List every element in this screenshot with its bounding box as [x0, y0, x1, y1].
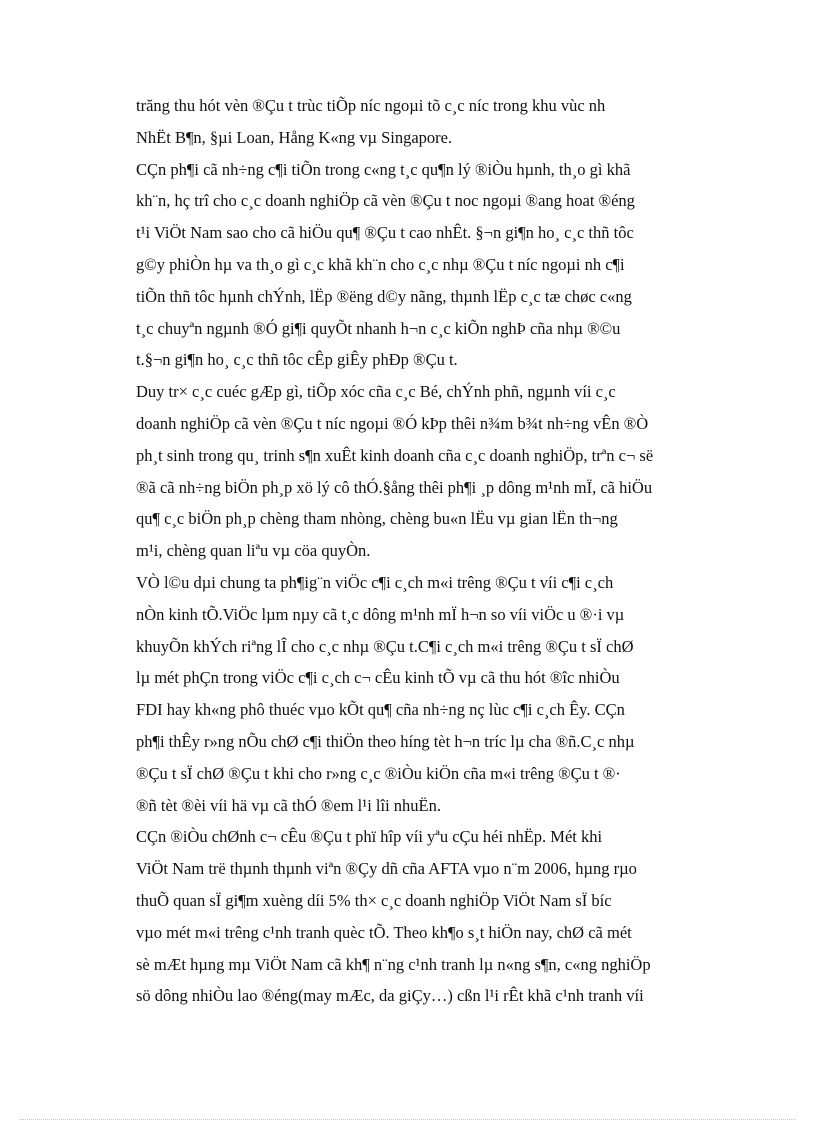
text-line: VÒ l©u dµi chung ta ph¶ig¨n viÖc c¶i c¸ch m«i trêng ®Çu t víi c¶i c¸ch [136, 573, 614, 592]
text-line: nÒn kinh tÕ.ViÖc lµm nµy cã t¸c dông m¹nh mÏ h¬n so víi viÖc u ®·i vµ [136, 604, 625, 624]
text-line: CÇn ®iÒu chØnh c¬ cÊu ®Çu t phï hîp víi yªu cÇu héi nhËp. Mét khi [136, 827, 603, 847]
text-line: ph¶i thÊy r»ng nÕu chØ c¶i thiÖn theo híng tèt h¬n tríc lµ cha ®ñ.C¸c nhµ [136, 732, 635, 751]
text-line: vµo mét m«i trêng c¹nh tranh quèc tÕ. Theo kh¶o s¸t hiÖn nay, chØ cã mét [136, 922, 632, 942]
page-bottom-rule [20, 1119, 796, 1120]
text-line: qu¶ c¸c biÖn ph¸p chèng tham nhòng, chèng bu«n lËu vµ gian lËn th¬ng [136, 509, 618, 529]
text-line: ®Çu t sÏ chØ ®Çu t khi cho r»ng c¸c ®iÒu kiÖn cña m«i trêng ®Çu t ®· [136, 763, 621, 783]
text-line: kh¨n, hç trî cho c¸c doanh nghiÖp cã vèn ®Çu t noc ngoµi ®ang hoat ®éng [136, 191, 635, 211]
text-line: t¹i ViÖt Nam sao cho cã hiÖu qu¶ ®Çu t cao nhÊt. §¬n gi¶n ho¸ c¸c thñ tôc [136, 223, 634, 243]
text-line: lµ mét phÇn trong viÖc c¶i c¸ch c¬ cÊu kinh tÕ vµ cã thu hót ®îc nhiÒu [136, 668, 620, 688]
text-line: ®ã cã nh÷ng biÖn ph¸p xö lý cô thÓ.§ång thêi ph¶i ¸p dông m¹nh mÏ, cã hiÖu [136, 477, 653, 497]
text-line: CÇn ph¶i cã nh÷ng c¶i tiÕn trong c«ng t¸c qu¶n lý ®iÒu hµnh, th¸o gì khã [136, 159, 631, 179]
text-line: ®ñ tèt ®èi víi hä vµ cã thÓ ®em l¹i lîi nhuËn. [136, 795, 442, 815]
text-line: ViÖt Nam trë thµnh thµnh viªn ®Çy dñ cña AFTA vµo n¨m 2006, hµng rµo [136, 859, 637, 879]
text-line: khuyÕn khÝch riªng lÎ cho c¸c nhµ ®Çu t.C¶i c¸ch m«i trêng ®Çu t sÏ chØ [136, 636, 634, 656]
text-line: sö dông nhiÒu lao ®éng(may mÆc, da giÇy…) cßn l¹i rÊt khã c¹nh tranh víi [136, 986, 644, 1006]
text-line: thuÕ quan sÏ gi¶m xuèng díi 5% th× c¸c doanh nghiÖp ViÖt Nam sÏ bíc [136, 891, 612, 910]
text-line: t.§¬n gi¶n ho¸ c¸c thñ tôc cÊp giÊy phÐp ®Çu t. [136, 350, 458, 370]
text-line: tiÕn thñ tôc hµnh chÝnh, lËp ®ëng d©y nãng, thµnh lËp c¸c tæ chøc c«ng [136, 286, 632, 306]
text-line: FDI hay kh«ng phô thuéc vµo kÕt qu¶ cña nh÷ng nç lùc c¶i c¸ch Êy. CÇn [136, 700, 625, 720]
text-line: Duy tr× c¸c cuéc gÆp gì, tiÕp xóc cña c¸c Bé, chÝnh phñ, ngµnh víi c¸c [136, 382, 616, 402]
text-line: trăng thu hót vèn ®Çu t trùc tiÕp níc ngoµi tõ c¸c níc trong khu vùc nh [136, 96, 606, 115]
text-line: t¸c chuyªn ngµnh ®Ó gi¶i quyÕt nhanh h¬n c¸c kiÕn nghÞ cña nhµ ®©u [136, 318, 621, 338]
text-line: doanh nghiÖp cã vèn ®Çu t níc ngoµi ®Ó kÞp thêi n¾m b¾t nh÷ng vÊn ®Ò [136, 414, 649, 433]
text-line: NhËt B¶n, §µi Loan, Hång K«ng vµ Singapore. [136, 127, 453, 147]
text-line: ph¸t sinh trong qu¸ trinh s¶n xuÊt kinh doanh cña c¸c doanh nghiÖp, trªn c¬ së [136, 445, 654, 465]
text-line: g©y phiÒn hµ va th¸o gì c¸c khã kh¨n cho c¸c nhµ ®Çu t níc ngoµi nh c¶i [136, 255, 625, 274]
text-line: m¹i, chèng quan liªu vµ cöa quyÒn. [136, 541, 371, 561]
text-line: sè mÆt hµng mµ ViÖt Nam cã kh¶ n¨ng c¹nh tranh lµ n«ng s¶n, c«ng nghiÖp [136, 954, 651, 974]
